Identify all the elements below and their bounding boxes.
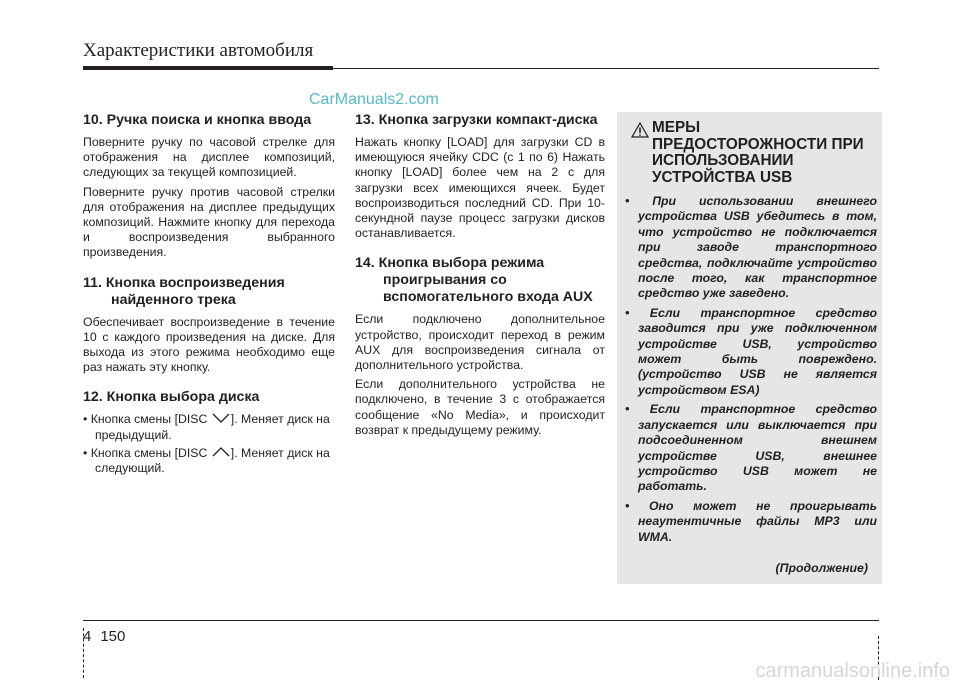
middle-column: [355, 112, 605, 452]
bullet-1-pre: • Кнопка смены [DISC: [83, 412, 208, 427]
warning-triangle-icon: [631, 122, 649, 138]
watermark-bottom[interactable]: carmanualsonline.info: [755, 660, 950, 682]
usb-warning-box: [617, 112, 882, 584]
page-number: [83, 628, 125, 645]
section-10-para-1: Поверните ручку по часовой стрелке для отображения на дисплее композиций, следующих за текущей композицией.: [83, 135, 335, 180]
warning-item-4: • Оно может не проигрывать неаутентичные файлы MP3 или WMA.: [625, 498, 877, 544]
bullet-1-post: ]. Меняет диск на предыдущий.: [95, 412, 330, 442]
section-13-para-1: Нажать кнопку [LOAD] для загрузки CD в имеющуюся ячейку CDC (с 1 по 6) Нажать кнопку [LOAD] более чем на 2 с для загрузки всех имеющихся ячеек. Будет воспроизводиться последний CD. При 10-секундной паузе процесс загрузки дисков останавливается.: [355, 135, 605, 241]
section-13-heading: 13. Кнопка загрузки компакт-диска: [355, 112, 598, 128]
section-11-para-1: Обеспечивает воспроизведение в течение 10 с каждого произведения на диске. Для выхода из этого режима необходимо еще раз нажать эту кнопку.: [83, 314, 335, 375]
header-rule-thin: [333, 68, 879, 69]
warning-continued: (Продолжение): [775, 561, 868, 575]
section-12: [83, 389, 335, 476]
section-11-heading: 11. Кнопка воспроизведения найденного трека: [83, 274, 285, 308]
warning-header: [631, 120, 876, 186]
chapter-number: 4: [83, 628, 92, 645]
section-14-para-2: Если дополнительного устройства не подключено, в течение 3 с отображается сообщение «No Media», и происходит возврат к предыдущему режиму.: [355, 377, 605, 437]
footer-rule: [83, 620, 879, 621]
warning-title: МЕРЫ ПРЕДОСТОРОЖНОСТИ ПРИ ИСПОЛЬЗОВАНИИ УСТРОЙСТВА USB: [652, 119, 864, 186]
bullet-2-post: ]. Меняет диск на следующий.: [95, 445, 330, 476]
page-number-value: 150: [100, 628, 126, 645]
chevron-up-icon: [211, 446, 231, 458]
section-12-list: [83, 412, 335, 476]
warning-item-1: • При использовании внешнего устройства USB убедитесь в том, что устройство не подключается при заводе транспортного средства, подключайте устройство после того, как транспортное средство уже заведено.: [625, 194, 877, 301]
bullet-2-pre: • Кнопка смены [DISC: [83, 445, 208, 460]
section-14-para-1: Если подключено дополнительное устройство, происходит переход в режим AUX для воспроизведения сигнала от дополнительного устройства.: [355, 312, 605, 373]
section-14: [355, 255, 605, 438]
warning-item-2: • Если транспортное средство заводится при уже подключенном устройстве USB, устройство может быть повреждено. (устройство USB не является устройством ESA): [625, 305, 877, 397]
section-12-bullet-1: [83, 412, 335, 442]
left-column: [83, 112, 335, 490]
section-10-para-2: Поверните ручку против часовой стрелки для отображения на дисплее предыдущих композиций. Нажмите кнопку для перехода и воспроизведения выбранного произведения.: [83, 184, 335, 260]
section-12-bullet-2: [83, 446, 335, 476]
section-13: [355, 112, 605, 241]
header-rule-thick: [83, 66, 333, 70]
page-header-title: Характеристики автомобиля: [83, 40, 314, 61]
warning-list: [625, 194, 877, 549]
chevron-down-icon: [211, 412, 231, 424]
section-10: [83, 112, 335, 261]
watermark-top[interactable]: CarManuals2.com: [309, 91, 439, 108]
section-12-heading: 12. Кнопка выбора диска: [83, 389, 260, 406]
warning-item-3: • Если транспортное средство запускается или выключается при подсоединенном внешнем устройстве USB, внешнее устройство USB может не работать.: [625, 402, 877, 494]
section-10-heading: 10. Ручка поиска и кнопка ввода: [83, 112, 312, 128]
section-11: [83, 275, 335, 376]
section-14-heading: 14. Кнопка выбора режима проигрывания со вспомогательного входа AUX: [355, 255, 593, 306]
